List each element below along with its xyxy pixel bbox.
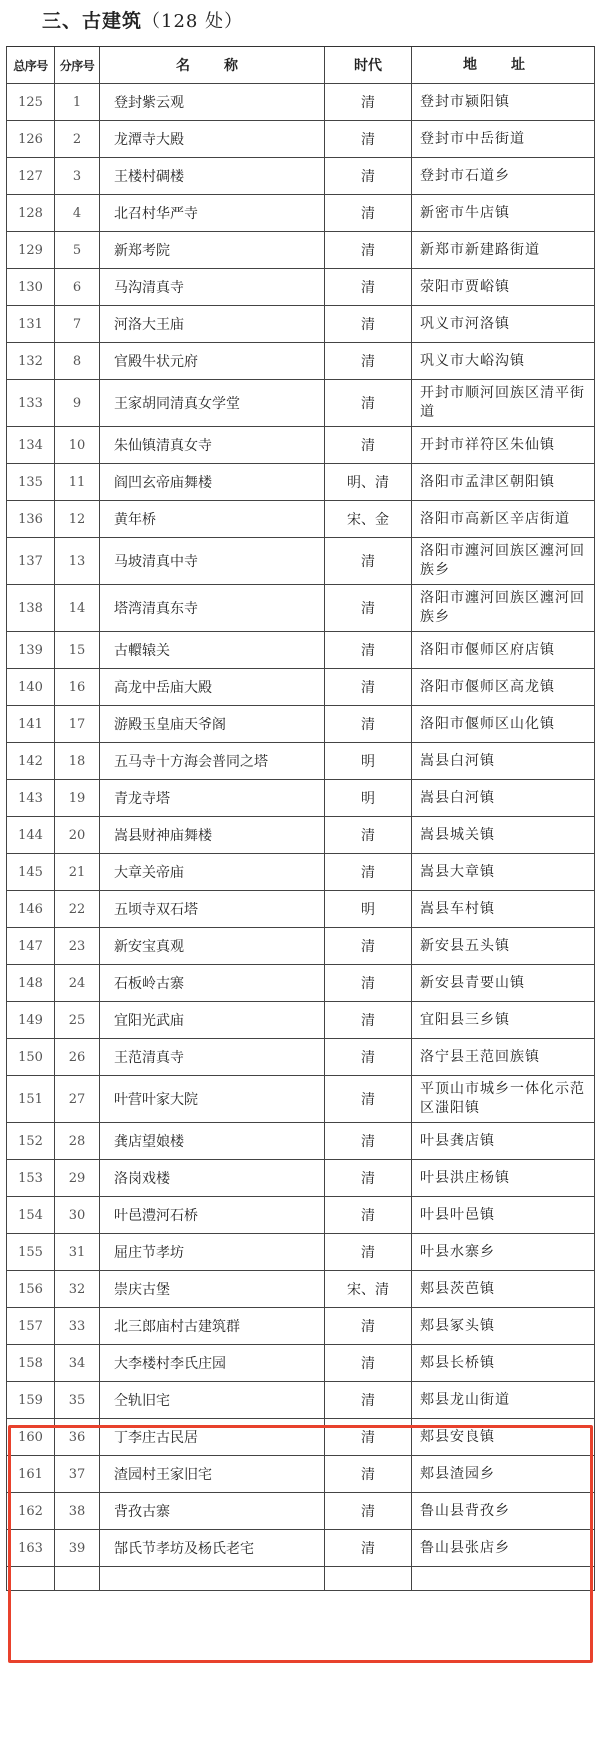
- cell-address: 鲁山县背孜乡: [420, 1502, 510, 1519]
- cell-name: 大李楼村李氏庄园: [100, 1345, 325, 1381]
- cell-total-no: 151: [7, 1076, 55, 1122]
- cell-address: 开封市顺河回族区清平街道: [420, 385, 585, 420]
- cell-address: 新安县五头镇: [420, 937, 510, 954]
- cell-total-no: 131: [7, 306, 55, 342]
- cell-address: 新密市牛店镇: [420, 204, 510, 221]
- table-row: [6, 780, 595, 817]
- cell-name: 大章关帝庙: [100, 854, 325, 890]
- cell-name: 北三郎庙村古建筑群: [100, 1308, 325, 1344]
- cell-sub-no: 7: [55, 306, 100, 342]
- table-header: [6, 46, 595, 84]
- cell-total-no: 126: [7, 121, 55, 157]
- cell-total-no: 139: [7, 632, 55, 668]
- cell-address: 登封市颍阳镇: [420, 93, 510, 110]
- table-row: [6, 928, 595, 965]
- cell-total-no: 129: [7, 232, 55, 268]
- cell-era: 清: [325, 380, 412, 426]
- cell-name: 阎凹玄帝庙舞楼: [100, 464, 325, 500]
- table-row: [6, 1419, 595, 1456]
- cell-name: 龙潭寺大殿: [100, 121, 325, 157]
- cell-sub-no: 5: [55, 232, 100, 268]
- cell-era: 清: [325, 1076, 412, 1122]
- cell-sub-no: 11: [55, 464, 100, 500]
- cell-name: 郜氏节孝坊及杨氏老宅: [100, 1530, 325, 1566]
- cell-total-no: 136: [7, 501, 55, 537]
- section-heading: [42, 6, 243, 36]
- cell-total-no: 143: [7, 780, 55, 816]
- cell-address: 开封市祥符区朱仙镇: [420, 436, 555, 453]
- cell-address: 鲁山县张店乡: [420, 1539, 510, 1556]
- cell-total-no: 162: [7, 1493, 55, 1529]
- cell-sub-no: 16: [55, 669, 100, 705]
- cell-total-no: 158: [7, 1345, 55, 1381]
- cell-total-no: 135: [7, 464, 55, 500]
- cell-era: 清: [325, 1123, 412, 1159]
- table-row: [6, 1123, 595, 1160]
- cell-era: 清: [325, 706, 412, 742]
- table-body: [6, 84, 595, 1591]
- table-row: [6, 1076, 595, 1123]
- table-row: [6, 306, 595, 343]
- cell-address: 郏县长桥镇: [420, 1354, 495, 1371]
- header-total-no: 总序号: [7, 47, 55, 83]
- cell-era: 清: [325, 538, 412, 584]
- cell-name: 五顷寺双石塔: [100, 891, 325, 927]
- cell-sub-no: 3: [55, 158, 100, 194]
- cell-total-no: 149: [7, 1002, 55, 1038]
- cell-address: 郏县冢头镇: [420, 1317, 495, 1334]
- table-row: [6, 1039, 595, 1076]
- cell-name: 仝轨旧宅: [100, 1382, 325, 1418]
- cell-name: [100, 1567, 325, 1590]
- table-row: [6, 743, 595, 780]
- table-row: [6, 343, 595, 380]
- cell-sub-no: 39: [55, 1530, 100, 1566]
- cell-total-no: 141: [7, 706, 55, 742]
- cell-sub-no: 15: [55, 632, 100, 668]
- cell-total-no: 163: [7, 1530, 55, 1566]
- table-row: [6, 706, 595, 743]
- cell-address: 洛阳市瀍河回族区瀍河回族乡: [420, 543, 585, 578]
- section-count: （128 处）: [142, 11, 244, 32]
- cell-era: 清: [325, 269, 412, 305]
- cell-sub-no: 10: [55, 427, 100, 463]
- cell-name: 宜阳光武庙: [100, 1002, 325, 1038]
- cell-sub-no: 32: [55, 1271, 100, 1307]
- table-row: [6, 1271, 595, 1308]
- cell-sub-no: 21: [55, 854, 100, 890]
- cell-era: 清: [325, 854, 412, 890]
- cell-name: 黄年桥: [100, 501, 325, 537]
- cell-address: 嵩县城关镇: [420, 826, 495, 843]
- cell-era: 清: [325, 1197, 412, 1233]
- cell-total-no: 150: [7, 1039, 55, 1075]
- cell-address: 洛阳市偃师区山化镇: [420, 715, 555, 732]
- cell-address: 嵩县大章镇: [420, 863, 495, 880]
- cell-address: 新安县青要山镇: [420, 974, 525, 991]
- cell-era: [325, 1567, 412, 1590]
- table-row: [6, 1160, 595, 1197]
- cell-sub-no: 35: [55, 1382, 100, 1418]
- cell-era: 清: [325, 1234, 412, 1270]
- table-row: [6, 464, 595, 501]
- table-row: [6, 84, 595, 121]
- cell-total-no: 127: [7, 158, 55, 194]
- cell-era: 清: [325, 928, 412, 964]
- cell-sub-no: 37: [55, 1456, 100, 1492]
- header-sub-no: 分序号: [55, 47, 100, 83]
- cell-era: 清: [325, 1456, 412, 1492]
- cell-name: 朱仙镇清真女寺: [100, 427, 325, 463]
- cell-sub-no: 13: [55, 538, 100, 584]
- cell-era: 清: [325, 343, 412, 379]
- cell-total-no: 159: [7, 1382, 55, 1418]
- cell-name: 河洛大王庙: [100, 306, 325, 342]
- table-row: [6, 965, 595, 1002]
- cell-era: 清: [325, 84, 412, 120]
- cell-name: 崇庆古堡: [100, 1271, 325, 1307]
- table-row: [6, 1530, 595, 1567]
- cell-sub-no: 34: [55, 1345, 100, 1381]
- cell-total-no: 152: [7, 1123, 55, 1159]
- cell-total-no: 147: [7, 928, 55, 964]
- cell-era: 清: [325, 585, 412, 631]
- cell-sub-no: 6: [55, 269, 100, 305]
- cell-name: 叶营叶家大院: [100, 1076, 325, 1122]
- cell-sub-no: 25: [55, 1002, 100, 1038]
- cell-address: 新郑市新建路街道: [420, 241, 540, 258]
- cell-name: 屈庄节孝坊: [100, 1234, 325, 1270]
- cell-era: 清: [325, 195, 412, 231]
- cell-sub-no: 33: [55, 1308, 100, 1344]
- cell-name: 新安宝真观: [100, 928, 325, 964]
- cell-sub-no: 28: [55, 1123, 100, 1159]
- cell-total-no: 142: [7, 743, 55, 779]
- cell-name: 新郑考院: [100, 232, 325, 268]
- table-row: [6, 817, 595, 854]
- cell-era: 清: [325, 1419, 412, 1455]
- cell-total-no: 133: [7, 380, 55, 426]
- cell-total-no: 144: [7, 817, 55, 853]
- cell-sub-no: 38: [55, 1493, 100, 1529]
- cell-address: 郏县渣园乡: [420, 1465, 495, 1482]
- cell-total-no: 155: [7, 1234, 55, 1270]
- cell-era: 宋、清: [325, 1271, 412, 1307]
- table-row: [6, 854, 595, 891]
- cell-address: 荥阳市贾峪镇: [420, 278, 510, 295]
- table-row: [6, 158, 595, 195]
- cell-total-no: 134: [7, 427, 55, 463]
- cell-total-no: 153: [7, 1160, 55, 1196]
- cell-name: 龚店望娘楼: [100, 1123, 325, 1159]
- cell-sub-no: 20: [55, 817, 100, 853]
- cell-sub-no: 29: [55, 1160, 100, 1196]
- cell-era: 清: [325, 158, 412, 194]
- table-row: [6, 1308, 595, 1345]
- cell-name: 叶邑澧河石桥: [100, 1197, 325, 1233]
- cell-name: 王楼村碉楼: [100, 158, 325, 194]
- cell-address: 平顶山市城乡一体化示范区滍阳镇: [420, 1081, 585, 1116]
- cell-era: 清: [325, 632, 412, 668]
- cell-sub-no: 23: [55, 928, 100, 964]
- cell-address: 洛宁县王范回族镇: [420, 1048, 540, 1065]
- cell-sub-no: 12: [55, 501, 100, 537]
- cell-name: 渣园村王家旧宅: [100, 1456, 325, 1492]
- cell-name: 官殿牛状元府: [100, 343, 325, 379]
- cell-address: 郏县安良镇: [420, 1428, 495, 1445]
- cell-address: 洛阳市高新区辛店街道: [420, 510, 570, 527]
- table-row: [6, 585, 595, 632]
- cell-era: 明: [325, 780, 412, 816]
- cell-sub-no: 17: [55, 706, 100, 742]
- table-row: [6, 1382, 595, 1419]
- cell-total-no: 130: [7, 269, 55, 305]
- heritage-table: [6, 46, 595, 1591]
- cell-name: 塔湾清真东寺: [100, 585, 325, 631]
- cell-era: 清: [325, 427, 412, 463]
- cell-total-no: 137: [7, 538, 55, 584]
- cell-sub-no: 19: [55, 780, 100, 816]
- table-row: [6, 669, 595, 706]
- cell-era: 清: [325, 1308, 412, 1344]
- cell-name: 嵩县财神庙舞楼: [100, 817, 325, 853]
- cell-era: 清: [325, 1002, 412, 1038]
- cell-name: 北召村华严寺: [100, 195, 325, 231]
- cell-total-no: 154: [7, 1197, 55, 1233]
- cell-address: 登封市中岳街道: [420, 130, 525, 147]
- cell-sub-no: 4: [55, 195, 100, 231]
- cell-total-no: 145: [7, 854, 55, 890]
- cell-name: 登封紫云观: [100, 84, 325, 120]
- cell-address: 叶县洪庄杨镇: [420, 1169, 510, 1186]
- table-row: [6, 427, 595, 464]
- cell-era: 明: [325, 891, 412, 927]
- cell-era: 清: [325, 1493, 412, 1529]
- cell-era: 明、清: [325, 464, 412, 500]
- cell-name: 马沟清真寺: [100, 269, 325, 305]
- header-name: 名 称: [100, 47, 325, 83]
- cell-sub-no: 24: [55, 965, 100, 1001]
- cell-sub-no: 2: [55, 121, 100, 157]
- cell-total-no: 156: [7, 1271, 55, 1307]
- cell-name: 王家胡同清真女学堂: [100, 380, 325, 426]
- cell-address: 巩义市大峪沟镇: [420, 352, 525, 369]
- cell-address: [412, 1567, 594, 1590]
- cell-sub-no: 1: [55, 84, 100, 120]
- cell-sub-no: 8: [55, 343, 100, 379]
- cell-name: 马坡清真中寺: [100, 538, 325, 584]
- cell-total-no: [7, 1567, 55, 1590]
- cell-sub-no: 14: [55, 585, 100, 631]
- cell-name: 游殿玉皇庙天爷阁: [100, 706, 325, 742]
- table-row: [6, 1197, 595, 1234]
- cell-address: 郏县茨芭镇: [420, 1280, 495, 1297]
- cell-name: 洛岗戏楼: [100, 1160, 325, 1196]
- cell-address: 巩义市河洛镇: [420, 315, 510, 332]
- cell-name: 五马寺十方海会普同之塔: [100, 743, 325, 779]
- section-title: 三、古建筑: [42, 10, 143, 32]
- cell-total-no: 125: [7, 84, 55, 120]
- table-row: [6, 195, 595, 232]
- header-era: 时代: [325, 47, 412, 83]
- cell-sub-no: [55, 1567, 100, 1590]
- table-row: [6, 1567, 595, 1591]
- cell-address: 嵩县白河镇: [420, 789, 495, 806]
- cell-total-no: 146: [7, 891, 55, 927]
- cell-sub-no: 31: [55, 1234, 100, 1270]
- cell-address: 叶县叶邑镇: [420, 1206, 495, 1223]
- cell-sub-no: 27: [55, 1076, 100, 1122]
- cell-era: 清: [325, 1345, 412, 1381]
- cell-era: 明: [325, 743, 412, 779]
- cell-sub-no: 18: [55, 743, 100, 779]
- cell-era: 清: [325, 1382, 412, 1418]
- cell-era: 清: [325, 669, 412, 705]
- cell-sub-no: 36: [55, 1419, 100, 1455]
- cell-address: 洛阳市偃师区高龙镇: [420, 678, 555, 695]
- cell-address: 叶县龚店镇: [420, 1132, 495, 1149]
- table-row: [6, 121, 595, 158]
- cell-sub-no: 9: [55, 380, 100, 426]
- cell-total-no: 138: [7, 585, 55, 631]
- cell-total-no: 148: [7, 965, 55, 1001]
- table-row: [6, 501, 595, 538]
- cell-total-no: 132: [7, 343, 55, 379]
- cell-address: 郏县龙山街道: [420, 1391, 510, 1408]
- cell-era: 清: [325, 306, 412, 342]
- cell-era: 清: [325, 121, 412, 157]
- cell-name: 古轘辕关: [100, 632, 325, 668]
- cell-address: 宜阳县三乡镇: [420, 1011, 510, 1028]
- table-row: [6, 1493, 595, 1530]
- cell-address: 洛阳市偃师区府店镇: [420, 641, 555, 658]
- cell-era: 宋、金: [325, 501, 412, 537]
- table-row: [6, 1002, 595, 1039]
- cell-name: 王范清真寺: [100, 1039, 325, 1075]
- table-row: [6, 1234, 595, 1271]
- cell-era: 清: [325, 232, 412, 268]
- cell-era: 清: [325, 965, 412, 1001]
- cell-total-no: 128: [7, 195, 55, 231]
- cell-total-no: 161: [7, 1456, 55, 1492]
- cell-name: 青龙寺塔: [100, 780, 325, 816]
- cell-address: 登封市石道乡: [420, 167, 510, 184]
- cell-era: 清: [325, 1160, 412, 1196]
- table-row: [6, 632, 595, 669]
- cell-sub-no: 30: [55, 1197, 100, 1233]
- cell-era: 清: [325, 1039, 412, 1075]
- cell-era: 清: [325, 1530, 412, 1566]
- cell-name: 丁李庄古民居: [100, 1419, 325, 1455]
- header-address: 地 址: [463, 56, 535, 73]
- cell-name: 石板岭古寨: [100, 965, 325, 1001]
- cell-sub-no: 26: [55, 1039, 100, 1075]
- cell-total-no: 140: [7, 669, 55, 705]
- cell-address: 叶县水寨乡: [420, 1243, 495, 1260]
- cell-address: 洛阳市孟津区朝阳镇: [420, 473, 555, 490]
- table-row: [6, 891, 595, 928]
- table-row: [6, 1456, 595, 1493]
- cell-name: 高龙中岳庙大殿: [100, 669, 325, 705]
- cell-name: 背孜古寨: [100, 1493, 325, 1529]
- cell-address: 洛阳市瀍河回族区瀍河回族乡: [420, 590, 585, 625]
- cell-era: 清: [325, 817, 412, 853]
- cell-address: 嵩县白河镇: [420, 752, 495, 769]
- cell-total-no: 160: [7, 1419, 55, 1455]
- table-row: [6, 380, 595, 427]
- table-row: [6, 1345, 595, 1382]
- table-row: [6, 232, 595, 269]
- table-row: [6, 538, 595, 585]
- table-row: [6, 269, 595, 306]
- cell-address: 嵩县车村镇: [420, 900, 495, 917]
- cell-sub-no: 22: [55, 891, 100, 927]
- cell-total-no: 157: [7, 1308, 55, 1344]
